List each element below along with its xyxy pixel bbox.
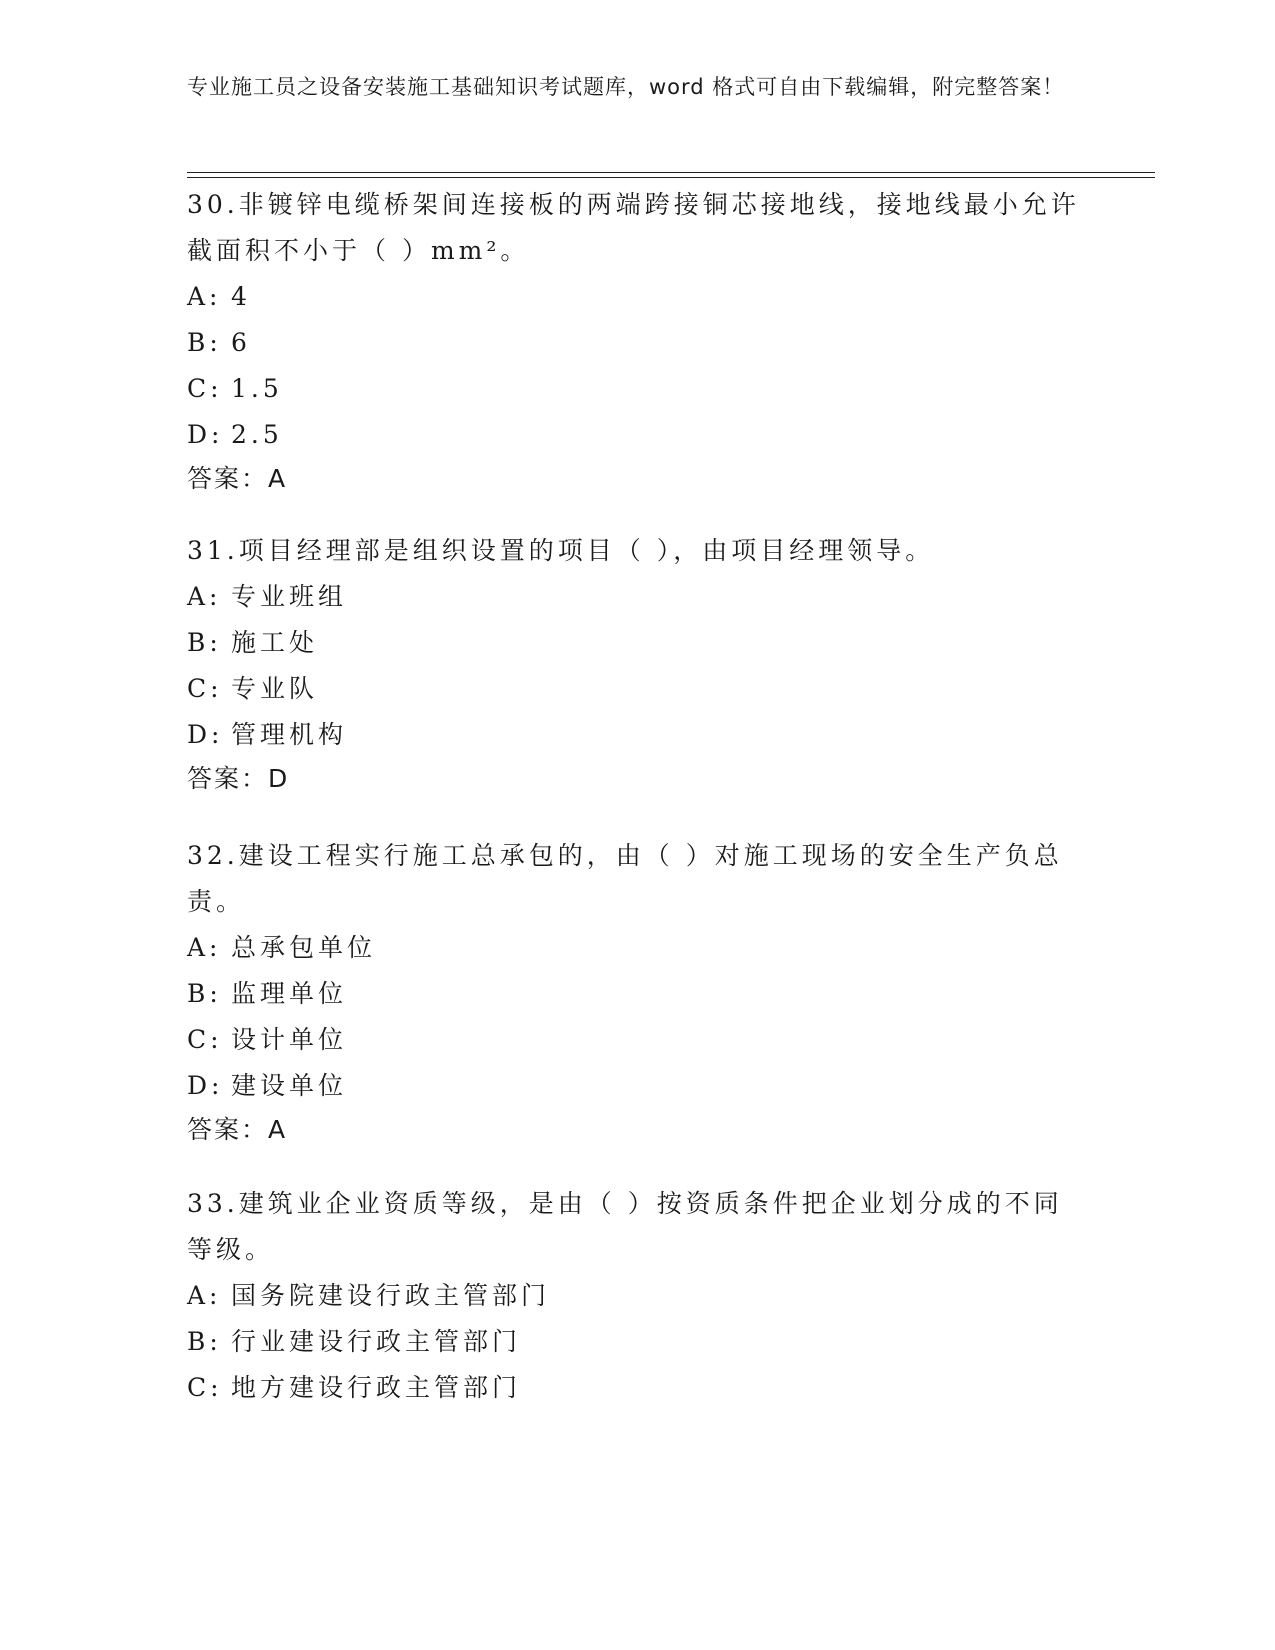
option-text: 1.5 [231,374,283,403]
option-text: 专业班组 [231,582,348,611]
option-text: 施工处 [231,628,319,657]
option-text: 行业建设行政主管部门 [231,1327,522,1356]
option-text: 专业队 [231,674,319,703]
option-b [187,1319,1087,1365]
option-text: 4 [231,282,251,311]
option-text: 设计单位 [231,1025,348,1054]
question-32 [187,833,1087,1153]
header-rule-bottom [187,177,1155,178]
option-c [187,1017,1087,1063]
option-c [187,366,1087,412]
option-key: B: [187,1327,222,1356]
option-d [187,712,1087,758]
option-a [187,1273,1087,1319]
option-key: A: [187,282,222,311]
option-b [187,971,1087,1017]
option-d [187,1063,1087,1109]
option-key: C: [187,374,223,403]
document-header: 专业施工员之设备安装施工基础知识考试题库，word 格式可自由下载编辑，附完整答案！ [187,75,1065,99]
option-key: D: [187,420,224,449]
option-text: 管理机构 [231,720,348,749]
option-key: B: [187,979,222,1008]
option-c [187,1365,1087,1411]
option-d [187,412,1087,458]
option-key: C: [187,674,223,703]
option-key: B: [187,328,222,357]
header-rule-top [187,172,1155,173]
option-key: D: [187,1071,224,1100]
question-33 [187,1181,1087,1411]
option-text: 总承包单位 [231,933,377,962]
question-stem: 31.项目经理部是组织设置的项目（ ），由项目经理领导。 [187,536,935,565]
question-31 [187,528,1087,802]
option-a [187,925,1087,971]
option-a [187,574,1087,620]
question-stem: 32.建设工程实行施工总承包的，由（ ）对施工现场的安全生产负总责。 [187,841,1063,916]
option-text: 6 [231,328,251,357]
option-c [187,666,1087,712]
option-text: 监理单位 [231,979,348,1008]
option-key: A: [187,582,222,611]
answer-line: 答案：A [187,1115,288,1144]
question-30 [187,182,1087,502]
option-key: C: [187,1373,223,1402]
option-key: A: [187,933,222,962]
question-stem: 30.非镀锌电缆桥架间连接板的两端跨接铜芯接地线，接地线最小允许截面积不小于（ ）mm²。 [187,190,1080,265]
option-key: B: [187,628,222,657]
option-text: 2.5 [231,420,283,449]
option-text: 地方建设行政主管部门 [231,1373,522,1402]
answer-line: 答案：A [187,464,288,493]
option-text: 建设单位 [231,1071,348,1100]
option-b [187,620,1087,666]
answer-line: 答案：D [187,764,290,793]
option-key: A: [187,1281,222,1310]
option-text: 国务院建设行政主管部门 [231,1281,551,1310]
option-b [187,320,1087,366]
option-a [187,274,1087,320]
option-key: C: [187,1025,223,1054]
option-key: D: [187,720,224,749]
question-stem: 33.建筑业企业资质等级，是由（ ）按资质条件把企业划分成的不同等级。 [187,1189,1063,1264]
